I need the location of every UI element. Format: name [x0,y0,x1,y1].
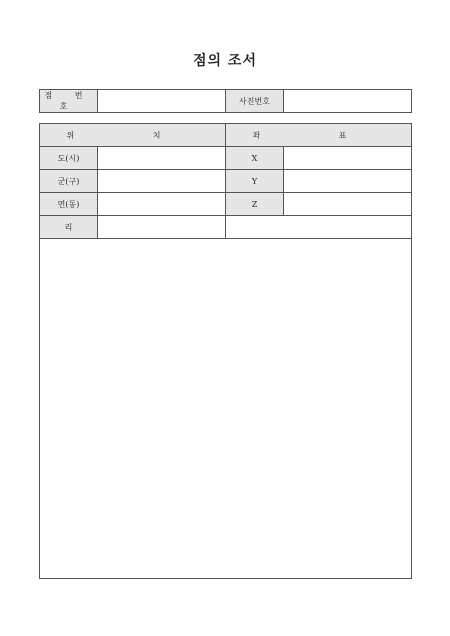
z-field[interactable] [284,193,412,216]
location-heading: 위 치 [40,124,226,147]
province-label: 도(시) [40,147,98,170]
document-title: 점의 조서 [193,53,257,69]
point-number-label: 점 번 호 [40,90,98,113]
province-field[interactable] [98,147,226,170]
town-label: 면(동) [40,193,98,216]
x-label: X [226,147,284,170]
description-area[interactable] [40,239,412,579]
header-table [39,89,412,113]
empty-cell [226,216,412,239]
x-field[interactable] [284,147,412,170]
county-label: 군(구) [40,170,98,193]
y-label: Y [226,170,284,193]
county-field[interactable] [98,170,226,193]
village-field[interactable] [98,216,226,239]
location-coordinates-table [39,123,412,579]
y-field[interactable] [284,170,412,193]
village-label: 리 [40,216,98,239]
photo-number-label: 사진번호 [226,90,284,113]
z-label: Z [226,193,284,216]
photo-number-field[interactable] [284,90,412,113]
point-number-field[interactable] [98,90,226,113]
town-field[interactable] [98,193,226,216]
coordinates-heading: 좌 표 [226,124,412,147]
